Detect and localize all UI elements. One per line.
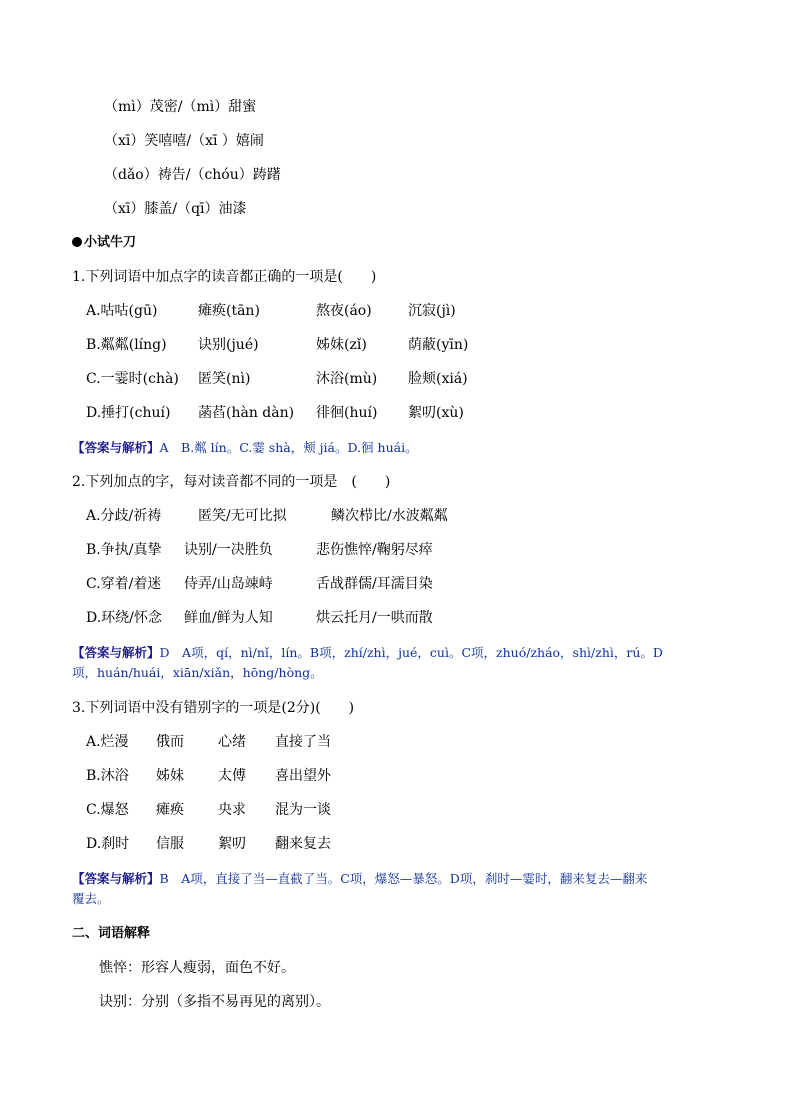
answer-text: B A项，直接了当—直截了当。C项，爆怒—暴怒。D项，刹时—霎时，翻来复去—翻来 — [159, 871, 648, 886]
q2-option-d-1: D.环绕/怀念 — [86, 610, 162, 626]
q1-option-d-3: 徘徊(huí) — [316, 405, 378, 421]
section-title — [72, 234, 136, 252]
section-title-text: 小试牛刀 — [84, 235, 137, 250]
answer-text: 项，huán/huái，xiān/xiǎn，hōng/hòng。 — [72, 665, 323, 680]
definition-1: 憔悴：形容人瘦弱，面色不好。 — [99, 960, 295, 976]
answer-text: 覆去。 — [72, 891, 110, 906]
q3-option-d-3: 絮叨 — [218, 836, 246, 852]
q1-option-a-1: A.咕咕(gū) — [86, 303, 158, 319]
q3-answer-line-2 — [72, 890, 110, 908]
pinyin-pair-3: （dǎo）祷告/（chóu）踌躇 — [104, 167, 281, 183]
answer-tag: 【答案与解析】 — [72, 645, 160, 660]
answer-text: A B.粼 lín。C.霎 shà，颊 jiá。D.徊 huái。 — [159, 440, 418, 455]
q1-option-d-4: 絮叨(xù) — [408, 405, 464, 421]
q3-option-d-4: 翻来复去 — [275, 836, 331, 852]
q3-option-b-1: B.沐浴 — [86, 768, 129, 784]
definition-2: 诀别：分别（多指不易再见的离别）。 — [99, 994, 330, 1010]
q1-option-c-4: 脸颊(xiá) — [408, 371, 468, 387]
section2-title: 二、词语解释 — [72, 926, 151, 941]
pinyin-pair-2: （xī）笑嘻嘻/（xī ）嬉闹 — [104, 133, 264, 149]
q1-option-a-2: 瘫痪(tān) — [198, 303, 260, 319]
q2-option-a-3: 鳞次栉比/水波粼粼 — [331, 508, 448, 524]
answer-tag: 【答案与解析】 — [72, 871, 160, 886]
q3-option-b-2: 姊妹 — [156, 768, 184, 784]
q1-option-a-3: 熬夜(áo) — [316, 303, 372, 319]
q2-stem: 2.下列加点的字，每对读音都不同的一项是 ( ) — [72, 474, 391, 490]
q1-option-d-1: D.捶打(chuí) — [86, 405, 171, 421]
q3-stem: 3.下列词语中没有错别字的一项是(2分)( ) — [72, 700, 355, 716]
q2-option-c-2: 侍弄/山岛竦峙 — [184, 576, 273, 592]
q3-option-b-4: 喜出望外 — [275, 768, 331, 784]
q2-answer-line-2 — [72, 664, 323, 682]
q2-answer-line-1 — [72, 644, 663, 662]
q2-option-b-1: B.争执/真挚 — [86, 542, 162, 558]
q3-option-d-1: D.刹时 — [86, 836, 130, 852]
q3-option-a-2: 俄而 — [156, 734, 184, 750]
pinyin-pair-1: （mì）茂密/（mì）甜蜜 — [104, 99, 257, 115]
q1-option-b-3: 姊妹(zǐ) — [316, 337, 367, 353]
q3-option-b-3: 太傅 — [218, 768, 246, 784]
answer-tag: 【答案与解析】 — [72, 440, 160, 455]
q2-option-a-2: 匿笑/无可比拟 — [198, 508, 287, 524]
q3-option-c-4: 混为一谈 — [275, 802, 331, 818]
q2-option-a-1: A.分歧/祈祷 — [86, 508, 162, 524]
q3-option-c-2: 瘫痪 — [156, 802, 184, 818]
q1-option-b-4: 荫蔽(yīn) — [408, 337, 469, 353]
q1-option-c-1: C.一霎时(chà) — [86, 371, 179, 387]
q3-option-a-1: A.烂漫 — [86, 734, 129, 750]
q2-option-b-3: 悲伤憔悴/鞠躬尽瘁 — [316, 542, 433, 558]
q1-answer — [72, 439, 418, 457]
q1-option-b-2: 诀别(jué) — [198, 337, 259, 353]
q2-option-c-1: C.穿着/着迷 — [86, 576, 162, 592]
q3-option-a-4: 直接了当 — [275, 734, 331, 750]
q1-stem: 1.下列词语中加点字的读音都正确的一项是( ) — [72, 269, 377, 285]
q1-option-b-1: B.粼粼(líng) — [86, 337, 167, 353]
q2-option-c-3: 舌战群儒/耳濡目染 — [316, 576, 433, 592]
q2-option-d-3: 烘云托月/一哄而散 — [316, 610, 433, 626]
q1-option-c-2: 匿笑(nì) — [198, 371, 251, 387]
q1-option-c-3: 沐浴(mù) — [316, 371, 378, 387]
q2-option-b-2: 诀别/一决胜负 — [184, 542, 273, 558]
q1-option-d-2: 菡萏(hàn dàn) — [198, 405, 295, 421]
q3-option-a-3: 心绪 — [218, 734, 246, 750]
q3-answer-line-1 — [72, 870, 647, 888]
answer-text: D A项，qí，nì/nǐ，lín。B项，zhí/zhì，jué，cuì。C项，zhuó/zháo，shì/zhì，rú。D — [159, 645, 663, 660]
q3-option-d-2: 信服 — [156, 836, 184, 852]
q3-option-c-1: C.爆怒 — [86, 802, 129, 818]
pinyin-pair-4: （xī）膝盖/（qī）油漆 — [104, 201, 247, 217]
bullet-icon — [72, 237, 82, 247]
q1-option-a-4: 沉寂(jì) — [408, 303, 456, 319]
q3-option-c-3: 央求 — [218, 802, 246, 818]
q2-option-d-2: 鲜血/鲜为人知 — [184, 610, 273, 626]
